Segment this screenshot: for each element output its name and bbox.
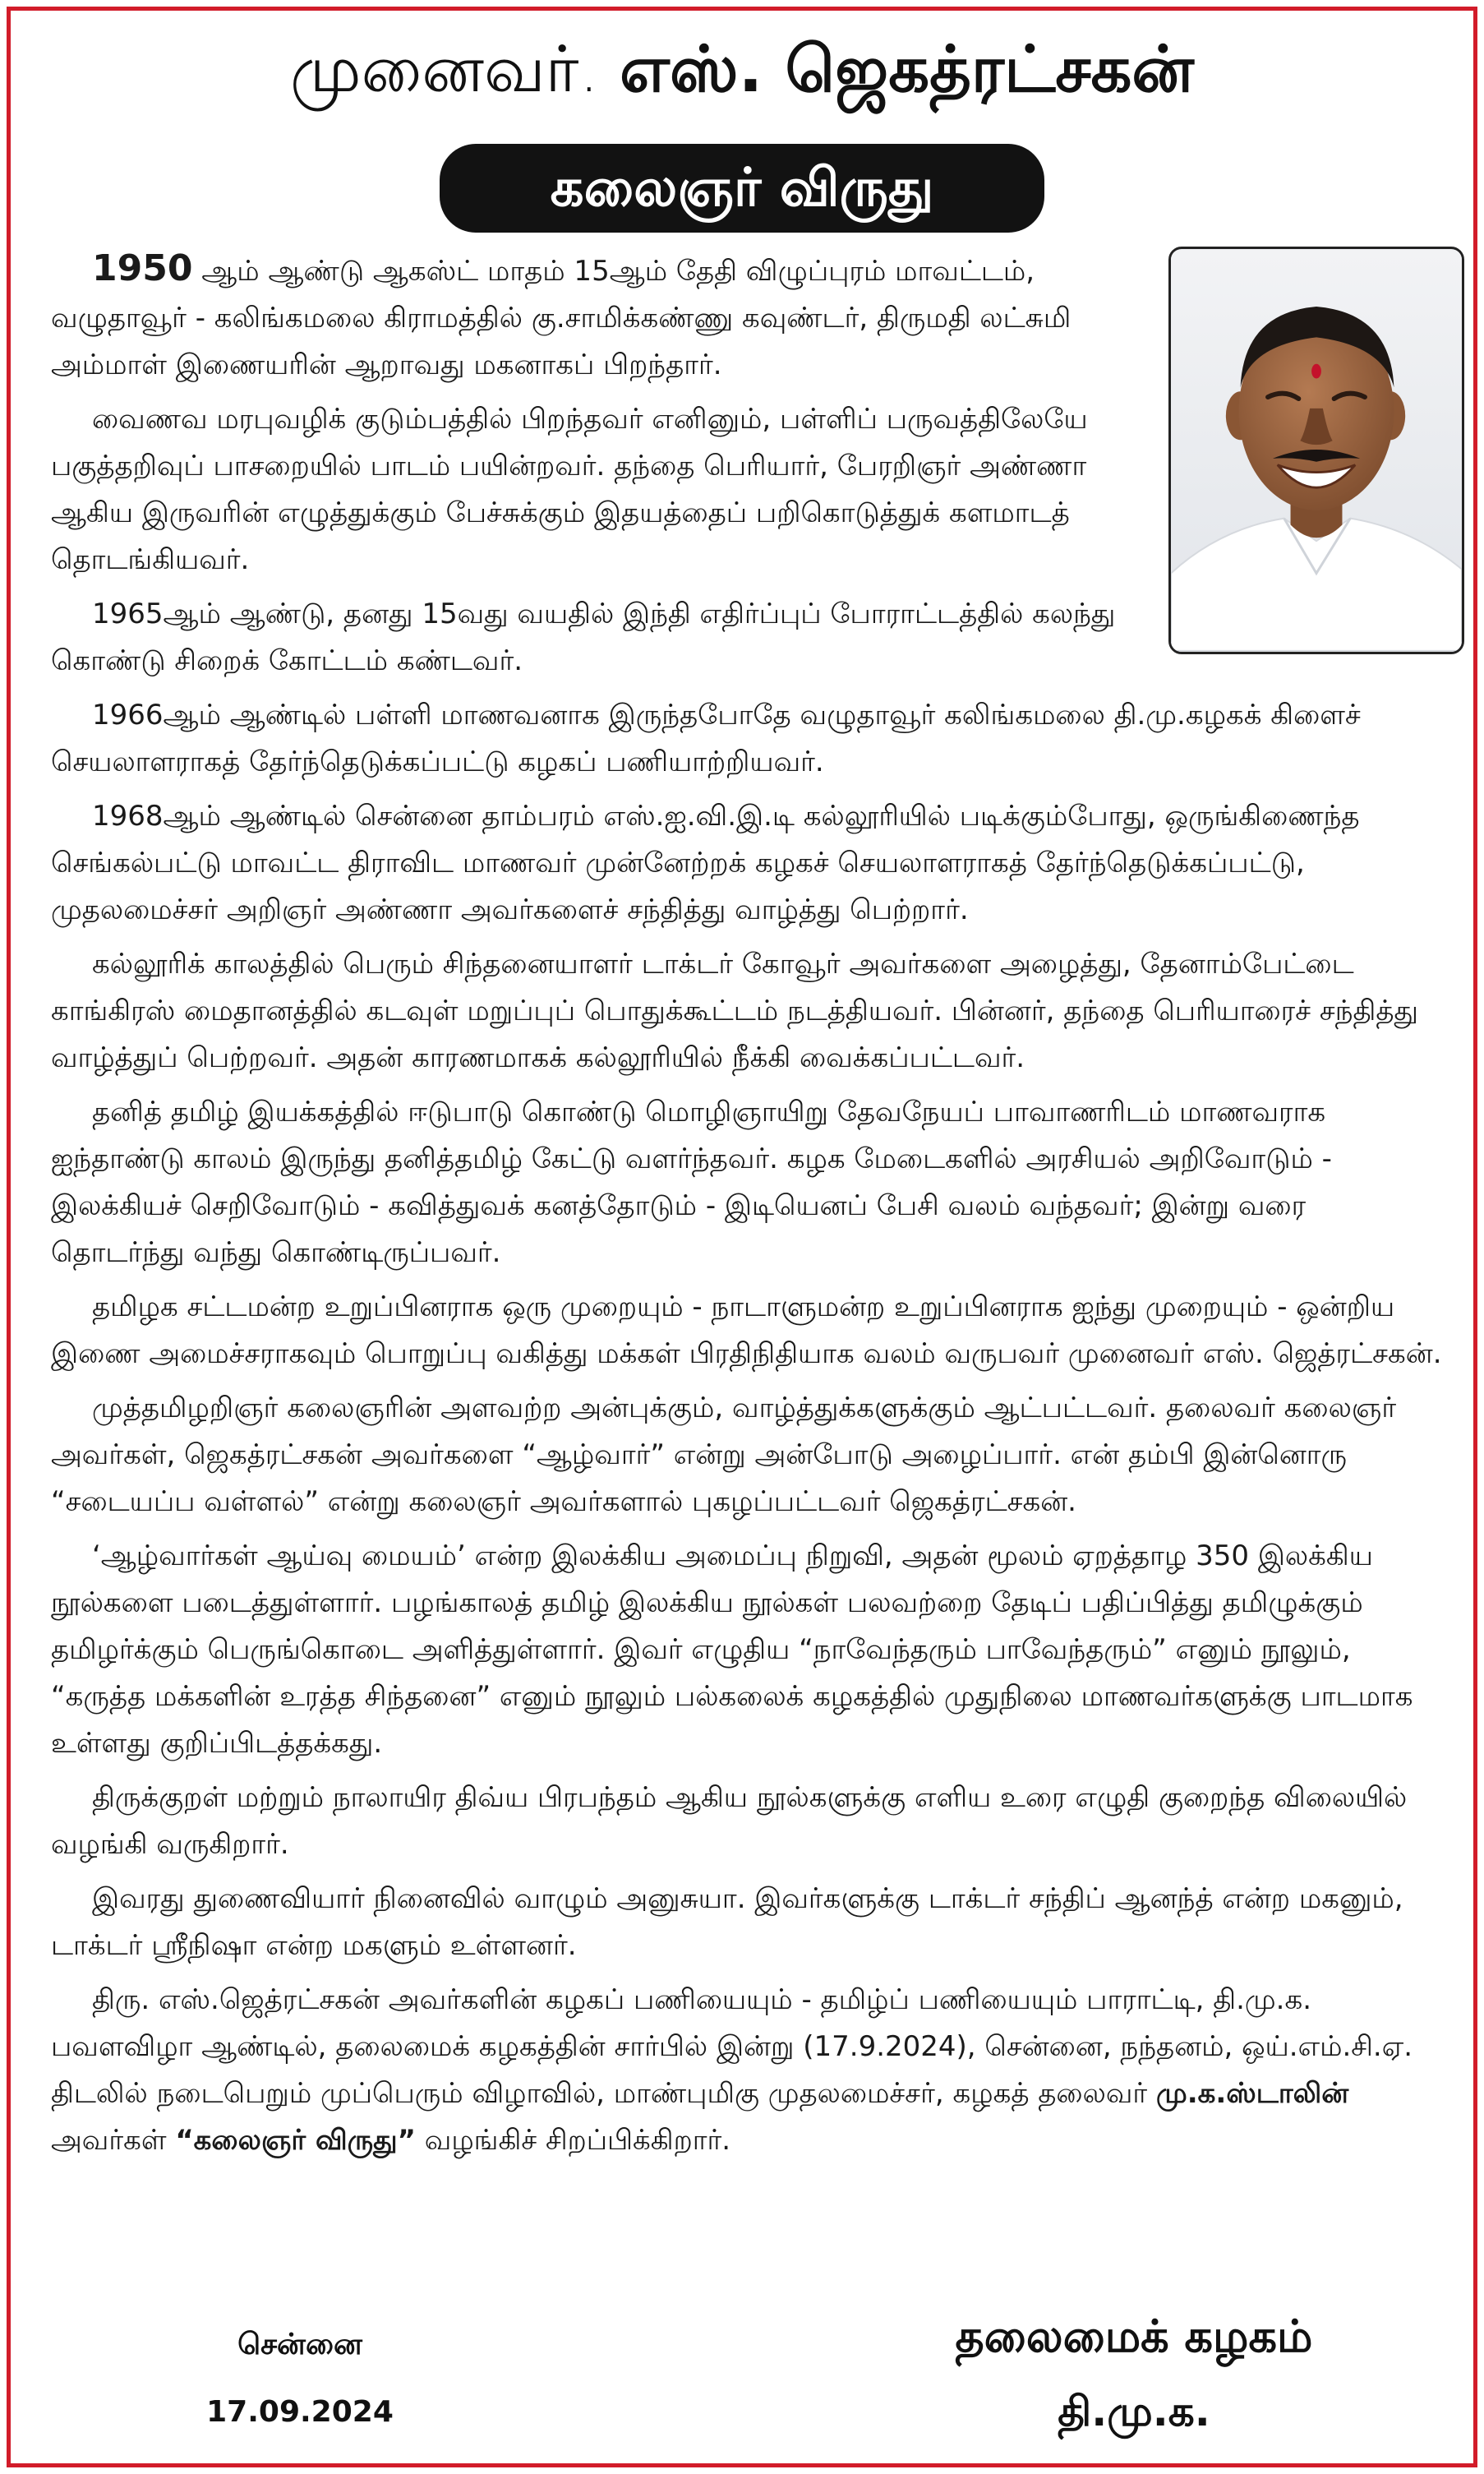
signature-block <box>887 2297 1380 2447</box>
paragraph-tamil-movement: தனித் தமிழ் இயக்கத்தில் ஈடுபாடு கொண்டு மொழிஞாயிறு தேவநேயப் பாவாணரிடம் மாணவராக ஐந்தாண்டு காலம் இருந்து தனித்தமிழ் கேட்டு வளர்ந்தவர். கழக மேடைகளில் அரசியல் அறிவோடும் - இலக்கியச் செறிவோடும் - கவித்துவக் கனத்தோடும் - இடியெனப் பேசி வலம் வந்தவர்; இன்று வரை தொடர்ந்து வந்து கொண்டிருப்பவர். <box>51 1096 1332 1269</box>
leader-name: மு.க.ஸ்டாலின் <box>1155 2077 1349 2110</box>
page-title <box>0 25 1484 115</box>
award-text-a: திரு. எஸ்.ஜெத்ரட்சகன் அவர்களின் கழகப் பணியையும் - தமிழ்ப் பணியையும் பாராட்டி, தி.மு.க. பவளவிழா ஆண்டில், தலைமைக் கழகத்தின் சார்பில் இன்று (17.9.2024), சென்னை, நந்தனம், ஒய்.எம்.சி.ஏ. திடலில் நடைபெறும் முப்பெரும் விழாவில், மாண்புமிகு முதலமைச்சர், கழகத் தலைவர் <box>51 1983 1413 2110</box>
paragraph-public-service: தமிழக சட்டமன்ற உறுப்பினராக ஒரு முறையும் - நாடாளுமன்ற உறுப்பினராக ஐந்து முறையும் - ஒன்றிய இணை அமைச்சராகவும் பொறுப்பு வகித்து மக்கள் பிரதிநிதியாக வலம் வருபவர் முனைவர் எஸ். ஜெத்ரட்சகன். <box>51 1290 1442 1370</box>
award-badge: கலைஞர் விருது <box>440 144 1044 233</box>
award-text-b: அவர்கள் <box>51 2124 176 2157</box>
party-name: தி.மு.க. <box>1058 2388 1210 2435</box>
paragraph-birth-text: ஆம் ஆண்டு ஆகஸ்ட் மாதம் 15ஆம் தேதி விழுப்புரம் மாவட்டம், வழுதாவூர் - கலிங்கமலை கிராமத்தில் கு.சாமிக்கண்ணு கவுண்டர், திருமதி லட்சுமி அம்மாள் இணையரின் ஆறாவது மகனாகப் பிறந்தார். <box>51 255 1072 381</box>
paragraph-1966: 1966ஆம் ஆண்டில் பள்ளி மாணவனாக இருந்தபோதே வழுதாவூர் கலிங்கமலை தி.மு.கழகக் கிளைச் செயலாளராகத் தேர்ந்தெடுக்கப்பட்டு கழகப் பணியாற்றியவர். <box>51 699 1361 778</box>
place: சென்னை <box>237 2328 362 2361</box>
paragraph-literary-work: ‘ஆழ்வார்கள் ஆய்வு மையம்’ என்ற இலக்கிய அமைப்பு நிறுவி, அதன் மூலம் ஏறத்தாழ 350 இலக்கிய நூல்களை படைத்துள்ளார். பழங்காலத் தமிழ் இலக்கிய நூல்கள் பலவற்றை தேடிப் பதிப்பித்து தமிழுக்கும் தமிழர்க்கும் பெருங்கொடை அளித்துள்ளார். இவர் எழுதிய “நாவேந்தரும் பாவேந்தரும்” எனும் நூலும், “கருத்த மக்களின் உரத்த சிந்தனை” எனும் நூலும் பல்கலைக் கழகத்தில் முதுநிலை மாணவர்களுக்கு பாடமாக உள்ளது குறிப்பிடத்தக்கது. <box>51 1539 1413 1760</box>
paragraph-birth <box>51 245 1152 389</box>
paragraph-award <box>51 1977 1448 2164</box>
title-prefix: முனைவர். <box>289 33 600 107</box>
paragraph-1965: 1965ஆம் ஆண்டு, தனது 15வது வயதில் இந்தி எதிர்ப்புப் போராட்டத்தில் கலந்து கொண்டு சிறைக் கோட்டம் கண்டவர். <box>51 598 1116 677</box>
paragraph-family: இவரது துணைவியார் நினைவில் வாழும் அனுசுயா. இவர்களுக்கு டாக்டர் சந்திப் ஆனந்த் என்ற மகனும், டாக்டர் ஸ்ரீநிஷா என்ற மகளும் உள்ளனர். <box>51 1882 1403 1962</box>
paragraph-college: கல்லூரிக் காலத்தில் பெரும் சிந்தனையாளர் டாக்டர் கோவூர் அவர்களை அழைத்து, தேனாம்பேட்டை காங்கிரஸ் மைதானத்தில் கடவுள் மறுப்புப் பொதுக்கூட்டம் நடத்தியவர். பின்னர், தந்தை பெரியாரைச் சந்தித்து வாழ்த்துப் பெற்றவர். அதன் காரணமாகக் கல்லூரியில் நீக்கி வைக்கப்பட்டவர். <box>51 948 1418 1074</box>
paragraph-commentary: திருக்குறள் மற்றும் நாலாயிர திவ்ய பிரபந்தம் ஆகிய நூல்களுக்கு எளிய உரை எழுதி குறைந்த விலையில் வழங்கி வருகிறார். <box>51 1781 1408 1861</box>
award-text-c: வழங்கிச் சிறப்பிக்கிறார். <box>415 2124 731 2157</box>
title-name: எஸ். ஜெகத்ரட்சகன் <box>620 33 1195 107</box>
paragraph-upbringing: வைணவ மரபுவழிக் குடும்பத்தில் பிறந்தவர் எனினும், பள்ளிப் பருவத்திலேயே பகுத்தறிவுப் பாசறையில் பாடம் பயின்றவர். தந்தை பெரியார், பேரறிஞர் அண்ணா ஆகிய இருவரின் எழுத்துக்கும் பேச்சுக்கும் இதயத்தைப் பறிகொடுத்துக் களமாடத் தொடங்கியவர். <box>51 403 1088 576</box>
date: 17.09.2024 <box>206 2395 394 2429</box>
organization-name: தலைமைக் கழகம் <box>955 2310 1313 2362</box>
paragraph-1968: 1968ஆம் ஆண்டில் சென்னை தாம்பரம் எஸ்.ஐ.வி.இ.டி கல்லூரியில் படிக்கும்போது, ஒருங்கிணைந்த செங்கல்பட்டு மாவட்ட திராவிட மாணவர் முன்னேற்றக் கழகச் செயலாளராகத் தேர்ந்தெடுக்கப்பட்டு, முதலமைச்சர் அறிஞர் அண்ணா அவர்களைச் சந்தித்து வாழ்த்து பெற்றார். <box>51 800 1360 926</box>
paragraph-kalaignar: முத்தமிழறிஞர் கலைஞரின் அளவற்ற அன்புக்கும், வாழ்த்துக்களுக்கும் ஆட்பட்டவர். தலைவர் கலைஞர் அவர்கள், ஜெகத்ரட்சகன் அவர்களை “ஆழ்வார்” என்று அன்போடு அழைப்பார். என் தம்பி இன்னொரு “சடையப்ப வள்ளல்” என்று கலைஞர் அவர்களால் புகழப்பட்டவர் ஜெகத்ரட்சகன். <box>51 1392 1397 1518</box>
place-date-block <box>164 2311 436 2446</box>
article-body <box>51 245 1448 2172</box>
birth-year: 1950 <box>92 247 193 289</box>
award-name: “கலைஞர் விருது” <box>175 2124 416 2157</box>
